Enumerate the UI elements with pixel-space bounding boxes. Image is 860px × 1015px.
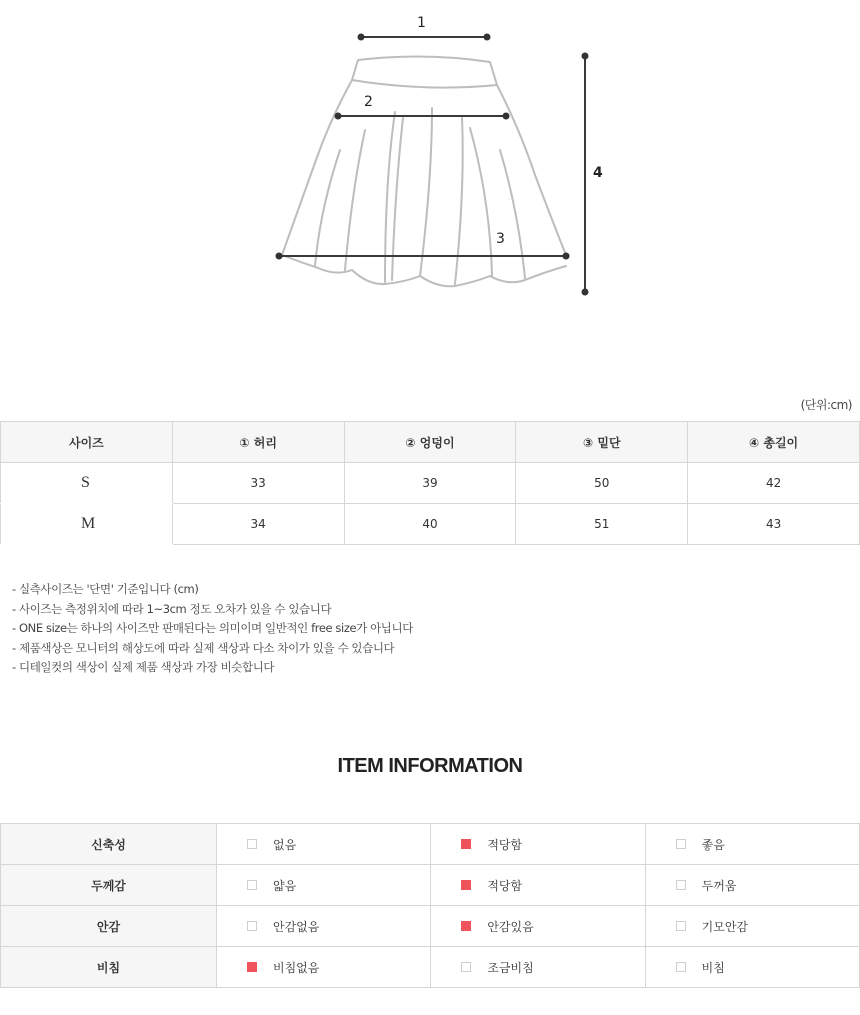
size-notes bbox=[12, 580, 413, 678]
info-option bbox=[645, 947, 859, 988]
info-row-label: 두께감 bbox=[1, 865, 217, 906]
option-label: 안감있음 bbox=[487, 919, 534, 934]
info-option bbox=[645, 824, 859, 865]
checkbox-icon bbox=[247, 962, 257, 972]
info-option bbox=[431, 947, 645, 988]
hip-cell: 39 bbox=[344, 463, 516, 504]
hem-cell: 51 bbox=[516, 504, 688, 545]
waist-cell: 34 bbox=[172, 504, 344, 545]
checkbox-icon bbox=[676, 962, 686, 972]
note-line: - 실측사이즈는 '단면' 기준입니다 (cm) bbox=[12, 582, 199, 596]
hem-cell: 50 bbox=[516, 463, 688, 504]
info-row-lining bbox=[1, 906, 860, 947]
option-label: 기모안감 bbox=[701, 919, 749, 934]
hip-cell: 40 bbox=[344, 504, 516, 545]
option-label: 없음 bbox=[273, 837, 297, 852]
option-label: 비침없음 bbox=[273, 960, 320, 975]
info-row-stretch bbox=[1, 824, 860, 865]
option-label: 비침 bbox=[701, 960, 725, 975]
note-line: - 사이즈는 측정위치에 따라 1~3cm 정도 오차가 있을 수 있습니다 bbox=[12, 601, 332, 616]
hip-marker-label: 2 bbox=[364, 94, 373, 110]
info-row-sheerness bbox=[1, 947, 860, 988]
checkbox-icon bbox=[676, 880, 686, 890]
option-label: 적당함 bbox=[487, 878, 523, 893]
note-line: - 제품색상은 모니터의 해상도에 따라 실제 색상과 다소 차이가 있을 수 있습니다 bbox=[12, 640, 395, 655]
checkbox-icon bbox=[461, 921, 471, 931]
item-information-title: ITEM INFORMATION bbox=[337, 755, 523, 777]
skirt-illustration bbox=[0, 0, 860, 320]
option-label: 안감없음 bbox=[273, 919, 320, 934]
waist-header: ① 허리 bbox=[172, 422, 344, 463]
checkbox-icon bbox=[247, 921, 257, 931]
size-name-cell: M bbox=[1, 504, 173, 545]
table-row bbox=[1, 504, 860, 545]
note-line: - 디테일컷의 색상이 실제 제품 색상과 가장 비슷합니다 bbox=[12, 660, 275, 674]
size-table bbox=[0, 421, 860, 545]
info-option bbox=[217, 906, 431, 947]
skirt-measurement-diagram bbox=[0, 0, 860, 320]
length-header: ④ 총길이 bbox=[688, 422, 860, 463]
unit-note: (단위:cm) bbox=[800, 398, 852, 412]
size-table-header-row bbox=[1, 422, 860, 463]
info-option bbox=[217, 824, 431, 865]
info-option bbox=[217, 865, 431, 906]
info-option bbox=[431, 906, 645, 947]
info-option bbox=[431, 824, 645, 865]
option-label: 조금비침 bbox=[487, 960, 534, 975]
info-row-label: 안감 bbox=[1, 906, 217, 947]
hip-header: ② 엉덩이 bbox=[344, 422, 516, 463]
info-option bbox=[645, 865, 859, 906]
option-label: 적당함 bbox=[487, 837, 523, 852]
checkbox-icon bbox=[676, 921, 686, 931]
note-line: - ONE size는 하나의 사이즈만 판매된다는 의미이며 일반적인 free size가 아닙니다 bbox=[12, 621, 413, 635]
checkbox-icon bbox=[247, 880, 257, 890]
item-information-table bbox=[0, 823, 860, 988]
option-label: 좋음 bbox=[701, 837, 725, 852]
size-name-cell: S bbox=[1, 463, 173, 504]
checkbox-icon bbox=[247, 839, 257, 849]
waist-marker-label: 1 bbox=[417, 15, 426, 31]
checkbox-icon bbox=[461, 880, 471, 890]
hem-header: ③ 밑단 bbox=[516, 422, 688, 463]
info-row-thickness bbox=[1, 865, 860, 906]
checkbox-icon bbox=[461, 962, 471, 972]
info-option bbox=[431, 865, 645, 906]
length-cell: 42 bbox=[688, 463, 860, 504]
table-row bbox=[1, 463, 860, 504]
checkbox-icon bbox=[676, 839, 686, 849]
info-option bbox=[645, 906, 859, 947]
option-label: 얇음 bbox=[273, 878, 297, 893]
info-row-label: 비침 bbox=[1, 947, 217, 988]
option-label: 두꺼움 bbox=[701, 878, 737, 893]
length-cell: 43 bbox=[688, 504, 860, 545]
size-header: 사이즈 bbox=[1, 422, 173, 463]
hem-marker-label: 3 bbox=[496, 231, 505, 247]
checkbox-icon bbox=[461, 839, 471, 849]
waist-cell: 33 bbox=[172, 463, 344, 504]
length-marker-label: 4 bbox=[593, 165, 603, 181]
info-row-label: 신축성 bbox=[1, 824, 217, 865]
info-option bbox=[217, 947, 431, 988]
